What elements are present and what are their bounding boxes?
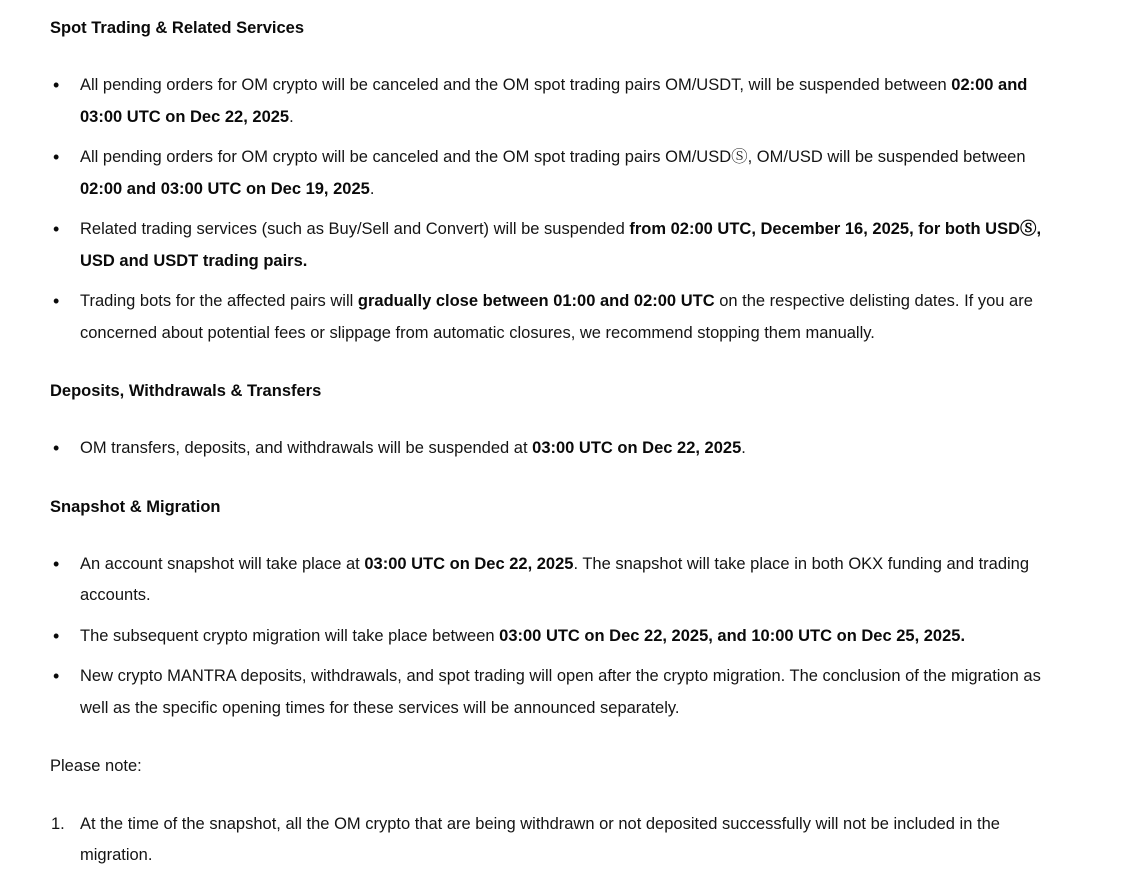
snapshot-migration-heading: Snapshot & Migration [50,497,221,516]
text-segment: All pending orders for OM crypto will be canceled and the OM spot trading pairs OM/USDⓈ, OM/USD will be suspended between [80,148,1026,166]
text-segment: . [369,179,375,198]
please-note-list [50,809,1044,870]
bold-text-segment: 02:00 and 03:00 UTC on Dec 22, 2025 [80,76,1028,126]
text-segment: . The snapshot will take place in both OKX funding and trading accounts. [80,554,1030,604]
text-segment: Trading bots for the affected pairs will [80,292,358,310]
please-note-label: Please note: [50,757,142,775]
bold-text-segment: 03:00 UTC on Dec 22, 2025 [364,554,574,573]
text-segment: The subsequent crypto migration will take place between [80,626,500,645]
list-item [50,214,1044,277]
text-segment: At the time of the snapshot, all the OM crypto that are being withdrawn or not deposited successfully will not be included in the migration. [80,814,1000,864]
list-item [50,142,1044,205]
bold-text-segment: 03:00 UTC on Dec 22, 2025 [532,439,742,457]
text-segment: on the respective delisting dates. If you are concerned about potential fees or slippage from automatic closures, we recommend stopping them manually. [80,292,1033,342]
snapshot-migration-list [50,549,1044,725]
text-segment: Related trading services (such as Buy/Sell and Convert) will be suspended [80,220,630,238]
list-item [50,621,1044,653]
text-segment: OM transfers, deposits, and withdrawals will be suspended at [80,439,533,457]
text-segment: New crypto MANTRA deposits, withdrawals, and spot trading will open after the crypto migration. The conclusion of the migration as well as the specific opening times for these services will be announced separately. [80,667,1041,717]
deposits-withdrawals-list [50,433,1044,465]
spot-trading-heading: Spot Trading & Related Services [50,19,304,37]
bold-text-segment: 02:00 and 03:00 UTC on Dec 19, 2025 [80,179,370,198]
deposits-withdrawals-heading: Deposits, Withdrawals & Transfers [50,382,322,400]
bold-text-segment: gradually close between 01:00 and 02:00 UTC [357,292,715,310]
bold-text-segment: 03:00 UTC on Dec 22, 2025, and 10:00 UTC on Dec 25, 2025. [499,626,966,645]
text-segment: All pending orders for OM crypto will be canceled and the OM spot trading pairs OM/USDT, will be suspended between [80,76,952,94]
text-segment: An account snapshot will take place at [80,554,365,573]
spot-trading-list [50,70,1044,349]
list-item [50,286,1044,349]
text-segment: . [289,107,294,126]
list-item [50,70,1044,133]
list-item [50,549,1044,612]
bold-text-segment: from 02:00 UTC, December 16, 2025, for both USDⓈ, USD and USDT trading pairs. [80,220,1042,270]
text-segment: . [741,439,746,457]
list-item [50,661,1044,724]
list-item-number: 1. [51,814,65,833]
list-item [50,809,1044,870]
list-item [50,433,1044,465]
